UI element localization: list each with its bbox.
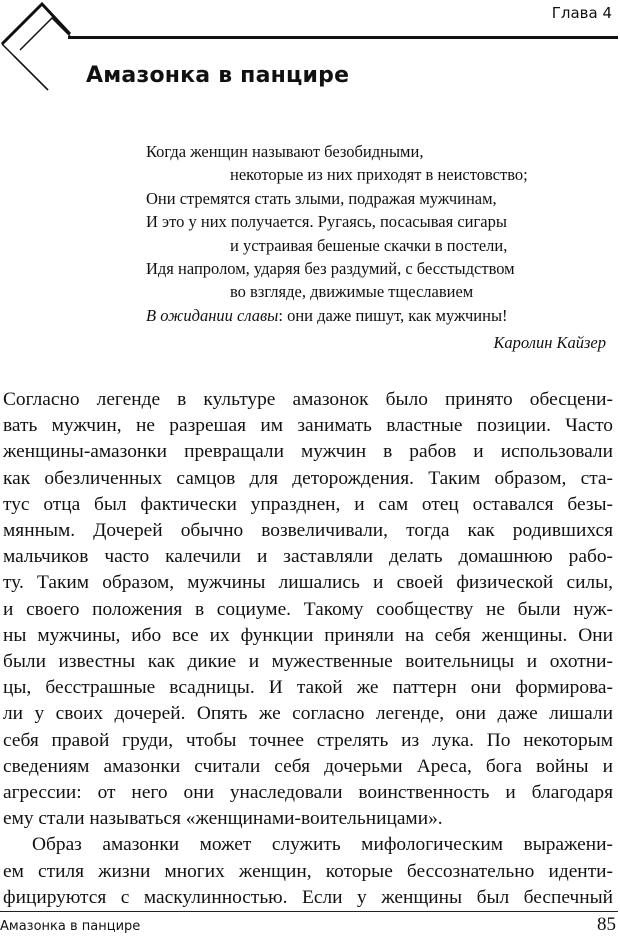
epigraph-book-title: В ожидании славы xyxy=(146,305,279,325)
epigraph-author: Каролин Кайзер xyxy=(493,333,606,352)
section-title: Амазонка в панцире xyxy=(86,63,350,88)
running-footer: Амазонка в панцире xyxy=(0,919,141,934)
epigraph-line: во взгляде, движимые тщеславием xyxy=(230,282,474,302)
text-line: ли у своих дочерей. Опять же согласно легенде, они даже лишали xyxy=(3,703,613,725)
text-line: были известны как дикие и мужественные воительницы и охотни- xyxy=(3,651,613,673)
text-line: мянным. Дочерей обычно возвеличивали, тогда как родившихся xyxy=(3,520,613,542)
chapter-label: Глава 4 xyxy=(551,4,612,22)
epigraph xyxy=(146,140,606,327)
text-line: фицируются с маскулинностью. Если у женщины был беспечный xyxy=(3,886,613,908)
footer-rule xyxy=(0,911,618,912)
epigraph-line: некоторые из них приходят в неистовство; xyxy=(230,165,528,185)
epigraph-line-last xyxy=(146,304,606,327)
text-line: ему стали называться «женщинами-воительницами». xyxy=(3,808,443,830)
text-line: агрессии: от него они унаследовали воинственность и благодаря xyxy=(3,782,613,804)
epigraph-line: Когда женщин называют безобидными, xyxy=(146,142,424,161)
text-line: и своего положения в социуме. Такому сообществу не были нуж- xyxy=(3,598,613,620)
text-line: женщины-амазонки превращали мужчин в рабов и использовали xyxy=(3,441,613,463)
paragraph xyxy=(3,832,613,911)
diamond-ornament-icon xyxy=(0,0,90,100)
text-line: Образ амазонки может служить мифологическим выражени- xyxy=(32,834,613,856)
epigraph-line: И это у них получается. Ругаясь, посасывая сигары xyxy=(146,212,507,232)
text-line: сведениям амазонки считали себя дочерьми Ареса, бога войны и xyxy=(3,755,613,777)
text-line: тус отца был фактически упразднен, и сам отец оставался безы- xyxy=(3,493,613,515)
text-line: Согласно легенде в культуре амазонок было принято обесцени- xyxy=(3,389,613,410)
text-line: цы, бесстрашные всадницы. И такой же паттерн они формирова- xyxy=(3,677,613,699)
epigraph-line: и устраивая бешеные скачки в постели, xyxy=(230,235,508,255)
text-line: ту. Таким образом, мужчины лишались и своей физической силы, xyxy=(3,572,613,594)
text-line: себя правой груди, чтобы точнее стрелять из лука. По некоторым xyxy=(3,729,613,751)
text-line: ем стиля жизни многих женщин, которые бессознательно иденти- xyxy=(3,860,613,882)
text-line: вать мужчин, не разрешая им занимать властные позиции. Часто xyxy=(3,415,613,437)
header-rule xyxy=(68,36,618,39)
epigraph-line: Они стремятся стать злыми, подражая мужчинам, xyxy=(146,188,497,208)
page-number: 85 xyxy=(597,914,616,935)
text-line: как обезличенных самцов для деторождения. Таким образом, ста- xyxy=(3,467,613,489)
epigraph-line: Идя напролом, ударяя без раздумий, с бесстыдством xyxy=(146,259,515,279)
paragraph xyxy=(3,387,613,832)
text-line: мальчиков часто калечили и заставляли делать домашнюю рабо- xyxy=(3,546,613,568)
epigraph-line-rest: : они даже пишут, как мужчины! xyxy=(278,305,508,325)
body-text xyxy=(3,387,613,911)
text-line: ны мужчины, ибо все их функции приняли на себя женщины. Они xyxy=(3,624,613,646)
